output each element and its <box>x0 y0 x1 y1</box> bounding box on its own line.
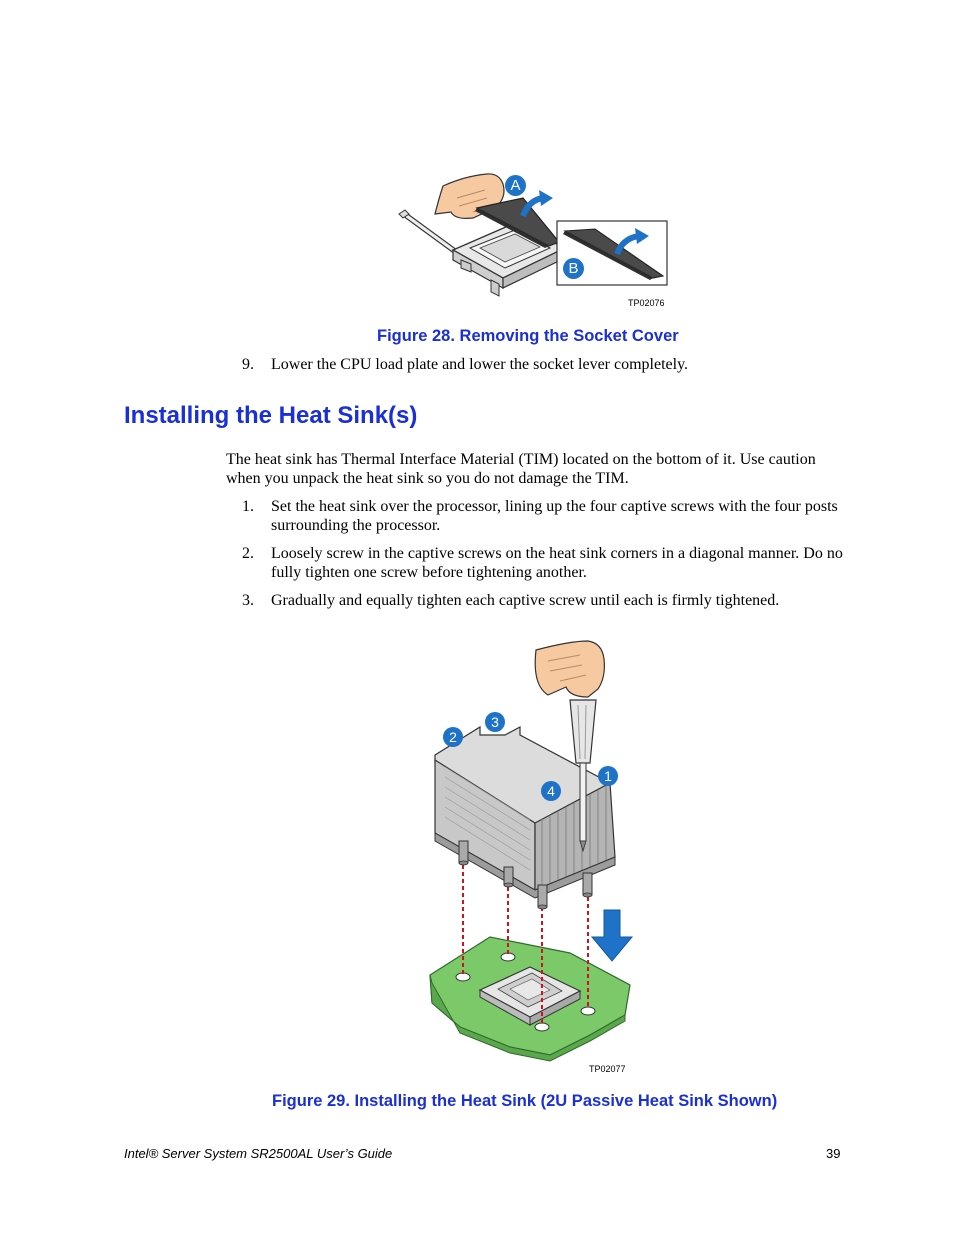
callout-b: B <box>563 258 584 279</box>
callout-2: 2 <box>443 727 463 747</box>
step-3-number: 3. <box>242 592 254 609</box>
callout-1: 1 <box>598 766 618 786</box>
callout-a: A <box>505 175 526 196</box>
callout-3: 3 <box>485 712 505 732</box>
callout-4: 4 <box>541 781 561 801</box>
socket-cover-illustration <box>395 168 675 313</box>
step-9 <box>242 355 882 375</box>
step-1-text: Set the heat sink over the processor, lining up the four captive screws with the four posts surrounding the processor. <box>271 498 838 534</box>
step-9-number: 9. <box>242 356 254 373</box>
step-1 <box>242 497 882 537</box>
figure-29-caption: Figure 29. Installing the Heat Sink (2U Passive Heat Sink Shown) <box>272 1092 778 1110</box>
step-3 <box>242 591 882 611</box>
figure-29 <box>420 635 640 1065</box>
heat-sink-illustration <box>420 635 640 1065</box>
step-1-number: 1. <box>242 498 254 515</box>
step-2-number: 2. <box>242 545 254 562</box>
intro-paragraph: The heat sink has Thermal Interface Material (TIM) located on the bottom of it. Use caution when you unpack the heat sink so you do not damage the TIM. <box>226 451 816 487</box>
step-9-text: Lower the CPU load plate and lower the socket lever completely. <box>271 356 689 373</box>
figure-28-caption: Figure 28. Removing the Socket Cover <box>377 327 679 345</box>
page-number: 39 <box>826 1146 841 1161</box>
step-3-text: Gradually and equally tighten each captive screw until each is firmly tightened. <box>271 592 780 609</box>
section-heading: Installing the Heat Sink(s) <box>124 402 418 429</box>
step-2-text: Loosely screw in the captive screws on the heat sink corners in a diagonal manner. Do no fully tighten one screw before tightening another. <box>271 545 843 581</box>
step-2 <box>242 544 882 584</box>
footer-title: Intel® Server System SR2500AL User’s Guide <box>124 1146 393 1161</box>
figure-29-code: TP02077 <box>589 1064 626 1074</box>
figure-28-code: TP02076 <box>628 298 665 308</box>
figure-28 <box>395 168 675 313</box>
